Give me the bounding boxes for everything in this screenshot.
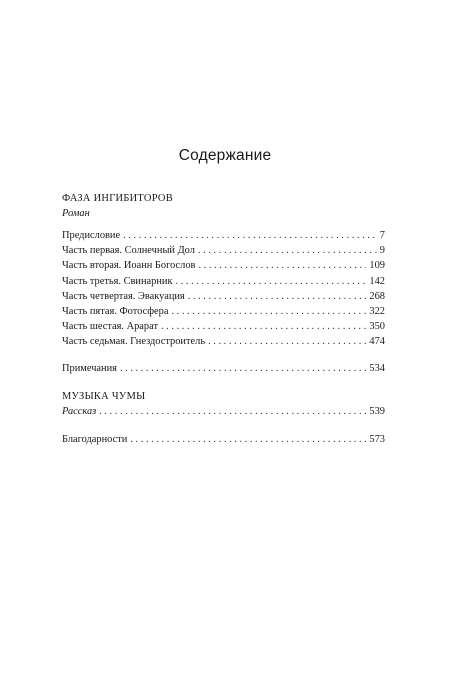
dot-leader: [130, 432, 366, 447]
toc-entry-page: 9: [379, 245, 385, 257]
toc-entry-title: Предисловие: [62, 230, 121, 241]
table-of-contents: [62, 191, 385, 447]
toc-entry[interactable]: [62, 304, 385, 319]
dot-leader: [120, 361, 366, 376]
toc-entry-title: Часть пятая. Фотосфера: [62, 305, 169, 317]
toc-entry-page: 142: [369, 275, 385, 287]
toc-entry-page: 534: [369, 362, 385, 374]
toc-entry-page: 350: [369, 321, 385, 333]
toc-entry-title: Часть седьмая. Гнездостроитель: [62, 336, 206, 348]
toc-entry-page: 268: [369, 290, 385, 302]
toc-entry-title: Часть первая. Солнечный Дол: [62, 245, 195, 257]
toc-entry[interactable]: [62, 319, 385, 334]
dot-leader: [161, 319, 366, 334]
toc-entry[interactable]: [62, 334, 385, 349]
toc-entry[interactable]: [62, 404, 385, 419]
dot-leader: [198, 258, 366, 273]
dot-leader: [208, 334, 366, 349]
toc-entry-title: Рассказ: [62, 405, 97, 417]
dot-leader: [99, 404, 366, 419]
toc-entry-page: 109: [369, 260, 385, 272]
page-title: Содержание: [178, 147, 272, 164]
toc-entry[interactable]: [62, 258, 385, 273]
dot-leader: [176, 274, 367, 289]
dot-leader: [198, 243, 377, 258]
toc-entry-title: Часть третья. Свинарник: [62, 275, 173, 287]
toc-entry-page: 474: [369, 336, 385, 348]
toc-entry-page: 7: [379, 230, 385, 241]
toc-entry-page: 322: [369, 305, 385, 317]
dot-leader: [123, 228, 377, 243]
toc-entry[interactable]: [62, 228, 385, 243]
toc-entry-title: Примечания: [62, 362, 117, 374]
toc-entry[interactable]: [62, 243, 385, 258]
toc-entry-page: 573: [369, 433, 385, 445]
toc-entry-page: 539: [369, 405, 385, 417]
section-heading: ФАЗА ИНГИБИТОРОВ: [62, 193, 173, 204]
toc-entry-notes[interactable]: [62, 361, 385, 376]
dot-leader: [171, 304, 366, 319]
toc-entry-acknowledgements[interactable]: [62, 432, 385, 447]
toc-entry[interactable]: [62, 289, 385, 304]
toc-entry-title: Часть четвертая. Эвакуация: [62, 290, 185, 302]
section-subheading: Роман: [62, 208, 90, 219]
toc-entry[interactable]: [62, 274, 385, 289]
section-heading: МУЗЫКА ЧУМЫ: [62, 390, 146, 402]
toc-entry-title: Часть шестая. Арарат: [62, 321, 158, 333]
toc-entry-title: Часть вторая. Иоанн Богослов: [62, 260, 196, 272]
toc-entry-title: Благодарности: [62, 433, 128, 445]
dot-leader: [188, 289, 367, 304]
